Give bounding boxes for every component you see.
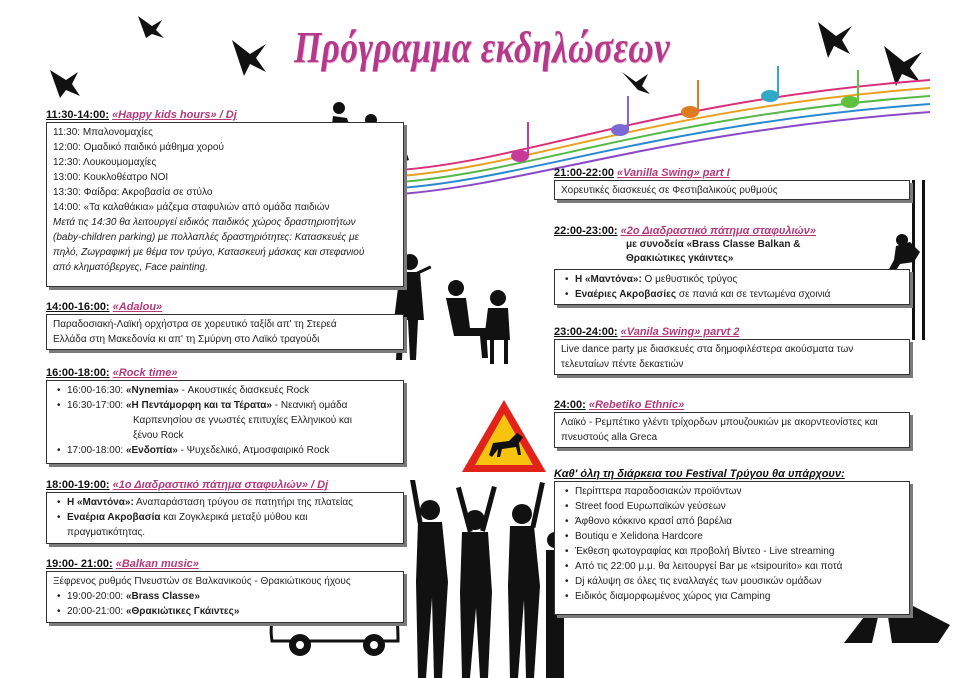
swallow-bird-icon [232, 40, 266, 76]
swallow-bird-icon [138, 16, 164, 38]
section-header [46, 558, 199, 571]
schedule-line: 11:30: Μπαλονομαχίες [53, 127, 153, 138]
list-item: • Από τις 22:00 μ.μ. θα λειτουργεί Bar με «tsipourito» και ποτά [575, 559, 903, 574]
list-item: • Η «Μαντόνα»: Ο μεθυστικός τρύγος [575, 272, 903, 287]
event-name: «Balkan music» [115, 558, 199, 570]
event-box-adalou [46, 314, 404, 350]
list-item: • 16:30-17:00: «Η Πεντάμορφη και τα Τέρατα» - Νεανική ομάδα [67, 398, 397, 413]
subheading [554, 238, 800, 266]
dancing-crowd-silhouette [400, 480, 570, 678]
event-box-rock [46, 380, 404, 464]
list-item: • Dj κάλυψη σε όλες τις εναλλαγές των μουσικών ομάδων [575, 574, 903, 589]
festival-amenities-box [554, 481, 910, 615]
swallow-bird-icon [50, 70, 80, 98]
goat-warning-sign-icon [459, 397, 549, 475]
description-line: πνευστούς alla Greca [561, 432, 658, 443]
subheading-line: Θρακιώτικες γκάιντες» [626, 253, 734, 264]
schedule-line: 13:00: Κουκλοθέατρο ΝΟΙ [53, 172, 169, 183]
event-box-kids [46, 122, 404, 287]
list-item: • Εναέρια Ακροβασία και Ζογκλερικά μεταξύ μύθου και [67, 510, 397, 525]
description-line: Λαϊκό - Ρεμπέτικο γλέντι τρίχορδων μπουζουκιών με ακορντεονίστες και [561, 417, 878, 428]
note-line: από κληματόβεργες, Face painting. [53, 262, 208, 273]
event-box-balkan [46, 571, 404, 623]
section-header [46, 301, 162, 314]
event-name: «Happy kids hours» / Dj [112, 109, 237, 121]
event-name: «Vanilla Swing» part I [617, 167, 730, 179]
section-header [554, 399, 684, 412]
note-line: πηλό, Ζωγραφική με θέμα τον τρύγο, Κατασκευή μάσκας και στεφανιού [53, 247, 365, 258]
list-item: • Η «Μαντόνα»: Αναπαράσταση τρύγου σε πατητήρι της πλατείας [67, 495, 397, 510]
event-time: 24:00: [554, 399, 586, 411]
list-item: • 19:00-20:00: «Brass Classe» [67, 589, 397, 604]
list-item: • 20:00-21:00: «Θρακιώτικες Γκάιντες» [67, 604, 397, 619]
subheading-line: με συνοδεία «Brass Classe Balkan & [626, 239, 801, 250]
event-name: «2ο Διαδραστικό πάτημα σταφυλιών» [620, 225, 816, 237]
section-header [46, 367, 177, 380]
event-box-grape-stomping-1 [46, 492, 404, 544]
swallow-bird-icon [818, 22, 852, 58]
event-time: 23:00-24:00: [554, 326, 618, 338]
schedule-line: 14:00: «Τα καλαθάκια» μάζεμα σταφυλιών από ομάδα παιδιών [53, 202, 330, 213]
event-name: «1ο Διαδραστικό πάτημα σταφυλιών» / Dj [112, 479, 329, 491]
schedule-line: 12:00: Ομαδικό παιδικό μάθημα χορού [53, 142, 224, 153]
list-item-continuation: πραγματικότητας. [67, 527, 146, 538]
section-header [554, 326, 739, 339]
description-line: Παραδοσιακή-Λαϊκή ορχήστρα σε χορευτικό ταξίδι απ' τη Στερεά [53, 319, 337, 330]
list-item: • Περίπτερα παραδοσιακών προϊόντων [575, 484, 903, 499]
section-header [554, 468, 845, 481]
event-box-grape-stomping-2 [554, 269, 910, 305]
event-time: 22:00-23:00: [554, 225, 618, 237]
section-header [554, 167, 730, 180]
festival-heading: Καθ' όλη τη διάρκεια του Festival Τρύγου θα υπάρχουν: [554, 468, 845, 480]
aerial-acrobat-silhouette [872, 180, 942, 340]
event-name: «Adalou» [112, 301, 163, 313]
list-item: • Έκθεση φωτογραφίας και προβολή Βίντεο - Live streaming [575, 544, 903, 559]
description-line: Ελλάδα στη Μακεδονία κι απ' τη Σμύρνη στο Λαϊκό τραγούδι [53, 334, 320, 345]
list-item-continuation: ξένου Rock [133, 430, 184, 441]
event-time: 16:00-18:00: [46, 367, 110, 379]
schedule-line: 13:30: Φαίδρα: Ακροβασία σε στύλο [53, 187, 213, 198]
musicians-silhouette [390, 248, 520, 368]
section-header [46, 109, 237, 122]
event-box-vanilla-swing-2 [554, 339, 910, 375]
event-name: «Rebetiko Ethnic» [588, 399, 685, 411]
event-time: 18:00-19:00: [46, 479, 110, 491]
note-line: Μετά τις 14:30 θα λειτουργεί ειδικός παιδικός χώρος δραστηριοτήτων [53, 217, 356, 228]
event-name: «Vanila Swing» parvt 2 [620, 326, 740, 338]
schedule-line: 12:30: Λουκουμομαχίες [53, 157, 157, 168]
event-time: 14:00-16:00: [46, 301, 110, 313]
event-name: «Rock time» [112, 367, 178, 379]
description-line: Live dance party με διασκευές στα δημοφιλέστερα ακούσματα των [561, 344, 854, 355]
note-line: (baby-children parking) με πολλαπλές δραστηριότητες: Κατασκευές με [53, 232, 359, 243]
list-item: • Άφθονο κόκκινο κρασί από βαρέλια [575, 514, 903, 529]
event-time: 19:00- 21:00: [46, 558, 113, 570]
page-title: Πρόγραμμα εκδηλώσεων [294, 23, 671, 72]
event-box-vanilla-swing-1 [554, 180, 910, 200]
description-line: Χορευτικές διασκευές σε Φεστιβαλικούς ρυθμούς [561, 185, 778, 196]
list-item-continuation: Καρπενησίου σε γνωστές επιτυχίες Ελληνικού και [133, 415, 352, 426]
list-item: • Boutiqu e Xelidona Hardcore [575, 529, 903, 544]
event-time: 11:30-14:00: [46, 109, 109, 121]
event-time: 21:00-22:00 [554, 167, 614, 179]
section-header [554, 225, 816, 238]
event-box-rebetiko [554, 412, 910, 448]
section-header [46, 479, 328, 492]
list-item: • Ειδικός διαμορφωμένος χώρος για Camping [575, 589, 903, 604]
list-item: • Εναέριες Ακροβασίες σε πανιά και σε τεντωμένα σχοινιά [575, 287, 903, 302]
description-line: τελευταίων πέντε δεκαετιών [561, 359, 684, 370]
list-item: • Street food Ευρωπαϊκών γεύσεων [575, 499, 903, 514]
list-item: • 16:00-16:30: «Nynemia» - Ακουστικές διασκευές Rock [67, 383, 397, 398]
list-item: • 17:00-18:00: «Ενδοπία» - Ψυχεδελικό, Ατμοσφαιρικό Rock [67, 443, 397, 458]
description-line: Ξέφρενος ρυθμός Πνευστών σε Βαλκανικούς - Θρακιώτικους ήχους [53, 576, 351, 587]
